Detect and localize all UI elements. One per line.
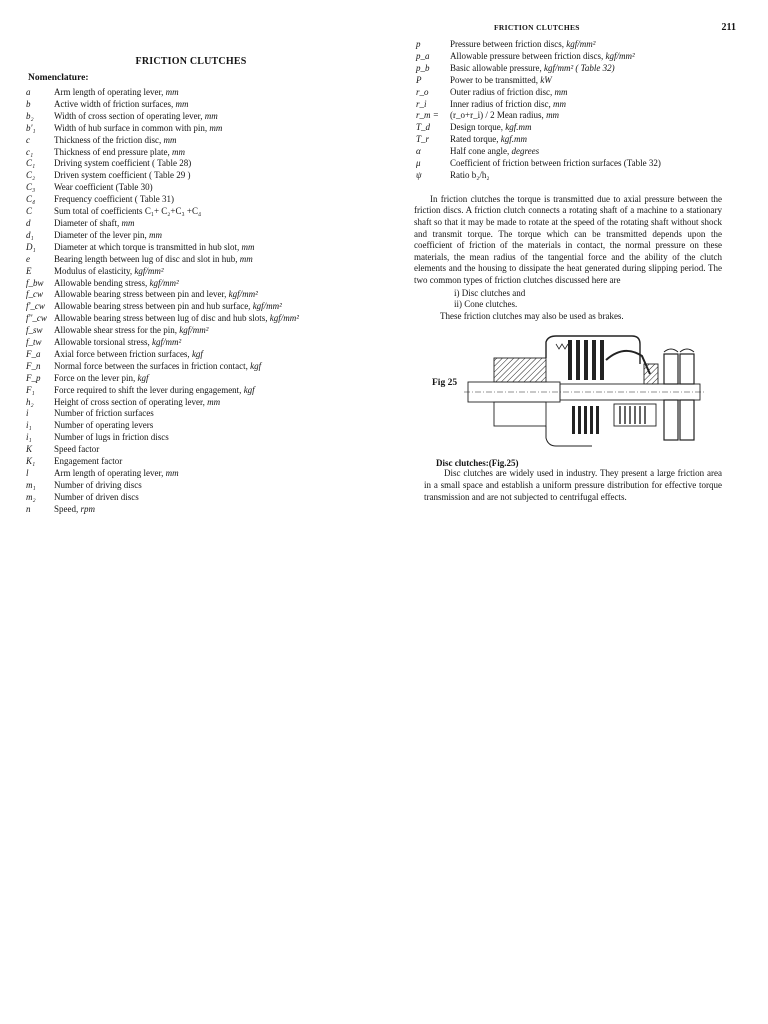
nomenclature-row (22, 147, 340, 159)
friction-disc (572, 406, 575, 434)
nomenclature-symbol: C₄ (26, 194, 36, 205)
nomenclature-row (22, 123, 340, 135)
nomenclature-unit: mm (165, 87, 179, 97)
nomenclature-symbol: p_b (416, 62, 430, 73)
sliding-sleeve (644, 364, 658, 384)
nomenclature-description (450, 99, 722, 111)
nomenclature-symbol: C₃ (26, 182, 36, 193)
nomenclature-row (22, 206, 340, 218)
nomenclature-symbol: d (26, 217, 31, 228)
nomenclature-unit: kgf/mm² (134, 265, 164, 276)
friction-disc (596, 406, 599, 434)
nomenclature-description (54, 492, 340, 504)
nomenclature-row (22, 444, 340, 456)
nomenclature-description (54, 218, 340, 230)
nomenclature-symbol: T_r (416, 134, 430, 145)
nomenclature-description (54, 325, 340, 337)
nomenclature-text: Basic allowable pressure, (450, 62, 542, 73)
disc-clutches-paragraph: Disc clutches are widely used in industry. They present a large friction area in a small space and establish a uniform pressure distribution for effective torque transmission and are not subjected to centrifugal effects. (424, 468, 722, 502)
running-head (494, 22, 736, 33)
nomenclature-row (22, 456, 340, 468)
nomenclature-text: Driven system coefficient ( Table 29 ) (54, 170, 191, 181)
friction-disc (578, 406, 581, 434)
nomenclature-unit: kgf (137, 372, 149, 383)
nomenclature-description (54, 194, 340, 206)
nomenclature-text: Axial force between friction surfaces, (54, 348, 190, 359)
nomenclature-unit: kgf (250, 360, 262, 371)
nomenclature-symbol: f''_cw (26, 313, 47, 324)
nomenclature-symbol: F₁ (26, 384, 35, 395)
nomenclature-text: Number of driving discs (54, 479, 142, 490)
nomenclature-unit: mm (552, 98, 566, 109)
nomenclature-description (54, 254, 340, 266)
nomenclature-row (22, 361, 340, 373)
nomenclature-description (54, 301, 340, 313)
nomenclature-symbol: P (416, 74, 422, 85)
nomenclature-unit: kgf (191, 348, 203, 359)
left-hub-upper (494, 358, 546, 382)
nomenclature-text: Number of driven discs (54, 491, 139, 502)
nomenclature-text: Outer radius of friction disc, (450, 86, 553, 97)
nomenclature-unit: kgf/mm² (179, 325, 209, 336)
friction-disc (576, 340, 580, 380)
nomenclature-text: Sum total of coefficients C₁+ C₂+C₃ +C₄ (54, 206, 202, 217)
nomenclature-row (22, 373, 340, 385)
nomenclature-unit: mm (239, 253, 253, 264)
nomenclature-description (450, 158, 722, 170)
nomenclature-row (22, 170, 340, 182)
brakes-note: These friction clutches may also be used as brakes. (440, 310, 624, 321)
nomenclature-unit: kgf/mm² (152, 337, 182, 348)
nomenclature-unit: mm (148, 229, 162, 240)
nomenclature-unit: kgf.mm (505, 122, 532, 133)
nomenclature-text: Force required to shift the lever during engagement, (54, 384, 242, 395)
nomenclature-symbol: f_sw (26, 325, 43, 336)
nomenclature-text: Arm length of operating lever, (54, 87, 164, 97)
nomenclature-symbol: F_a (26, 348, 41, 359)
nomenclature-heading: Nomenclature: (28, 73, 89, 83)
pressure-spring (556, 344, 568, 349)
nomenclature-description (54, 337, 340, 349)
nomenclature-description (54, 147, 340, 159)
nomenclature-text: Diameter at which torque is transmitted in hub slot, (54, 241, 240, 252)
nomenclature-symbol: c₁ (26, 146, 34, 157)
nomenclature-symbol: p (416, 39, 421, 49)
nomenclature-row (22, 111, 340, 123)
nomenclature-unit: kgf/mm² (228, 289, 258, 300)
nomenclature-row (22, 218, 340, 230)
nomenclature-row (410, 39, 722, 51)
nomenclature-symbol: h₂ (26, 396, 34, 407)
nomenclature-symbol: n (26, 503, 31, 514)
nomenclature-symbol: ψ (416, 169, 422, 180)
clutch-type-item: i) Disc clutches and (454, 287, 526, 298)
nomenclature-description (450, 39, 722, 51)
nomenclature-description (54, 230, 340, 242)
nomenclature-text: Half cone angle, (450, 146, 510, 157)
nomenclature-unit: kgf/mm² ( Table 32) (543, 62, 615, 73)
nomenclature-text: Allowable bearing stress between lug of disc and hub slots, (54, 313, 268, 324)
nomenclature-row (22, 349, 340, 361)
nomenclature-description (54, 242, 340, 254)
nomenclature-description (54, 420, 340, 432)
nomenclature-description (54, 480, 340, 492)
nomenclature-text: Allowable bearing stress between pin and hub surface, (54, 301, 251, 312)
nomenclature-unit: rpm (80, 503, 96, 514)
friction-disc (600, 340, 604, 380)
nomenclature-unit: mm (546, 110, 560, 121)
nomenclature-row (22, 254, 340, 266)
nomenclature-text: Thickness of end pressure plate, (54, 146, 170, 157)
nomenclature-text: Modulus of elasticity, (54, 265, 133, 276)
nomenclature-row (22, 432, 340, 444)
nomenclature-symbol: m₂ (26, 491, 36, 502)
nomenclature-row (410, 110, 722, 122)
nomenclature-symbol: i (26, 408, 29, 419)
nomenclature-unit: mm (175, 98, 189, 109)
nomenclature-row (22, 468, 340, 480)
nomenclature-row (22, 504, 340, 516)
nomenclature-text: Normal force between the surfaces in friction contact, (54, 360, 248, 371)
figure-label: Fig 25 (432, 378, 458, 389)
nomenclature-description (450, 134, 722, 146)
nomenclature-description (54, 373, 340, 385)
nomenclature-symbol: i₁ (26, 432, 32, 443)
nomenclature-symbol: D₁ (26, 241, 36, 252)
nomenclature-description (54, 289, 340, 301)
nomenclature-row (410, 87, 722, 99)
nomenclature-unit: kgf/mm² (605, 50, 635, 61)
nomenclature-description (54, 408, 340, 420)
friction-disc (568, 340, 572, 380)
nomenclature-symbol: a (26, 87, 31, 97)
nomenclature-description (450, 75, 722, 87)
friction-disc (590, 406, 593, 434)
nomenclature-row (410, 122, 722, 134)
nomenclature-text: Ratio b₂/h₂ (450, 169, 490, 180)
nomenclature-symbol: f_tw (26, 337, 42, 348)
nomenclature-row (410, 146, 722, 158)
nomenclature-symbol: b'₁ (26, 122, 36, 133)
nomenclature-text: Design torque, (450, 122, 503, 133)
nomenclature-unit: mm (204, 110, 218, 121)
nomenclature-text: Diameter of shaft, (54, 217, 120, 228)
nomenclature-text: Active width of friction surfaces, (54, 98, 174, 109)
nomenclature-text: Number of friction surfaces (54, 408, 154, 419)
nomenclature-description (54, 111, 340, 123)
nomenclature-unit: mm (121, 217, 135, 228)
nomenclature-description (54, 278, 340, 290)
nomenclature-symbol: C₂ (26, 170, 36, 181)
nomenclature-unit: kgf.mm (500, 134, 527, 145)
nomenclature-text: Coefficient of friction between friction surfaces (Table 32) (450, 158, 661, 169)
right-column (410, 22, 736, 503)
disc-clutch-drawing (464, 334, 704, 450)
nomenclature-text: Speed factor (54, 444, 100, 455)
nomenclature-description (54, 349, 340, 361)
nomenclature-text: Speed, (54, 503, 79, 514)
nomenclature-list (22, 87, 340, 516)
nomenclature-text: Number of lugs in friction discs (54, 432, 169, 443)
nomenclature-unit: mm (171, 146, 185, 157)
nomenclature-unit: mm (163, 134, 177, 145)
nomenclature-unit: mm (165, 468, 179, 478)
nomenclature-description (450, 110, 722, 122)
nomenclature-text: (r_o+r_i) / 2 Mean radius, (450, 110, 544, 121)
nomenclature-text: Wear coefficient (Table 30) (54, 182, 153, 193)
nomenclature-text: Arm length of operating lever, (54, 468, 164, 478)
nomenclature-symbol: α (416, 146, 421, 157)
nomenclature-description (54, 158, 340, 170)
nomenclature-text: Allowable pressure between friction discs, (450, 50, 604, 61)
nomenclature-symbol: l (26, 468, 29, 478)
nomenclature-row (410, 51, 722, 63)
nomenclature-description (54, 397, 340, 409)
nomenclature-description (54, 456, 340, 468)
nomenclature-text: Number of operating levers (54, 420, 154, 431)
nomenclature-text: Frequency coefficient ( Table 31) (54, 194, 174, 205)
nomenclature-unit: kgf/mm² (269, 313, 299, 324)
nomenclature-symbol: r_o (416, 86, 429, 97)
nomenclature-text: Engagement factor (54, 456, 123, 467)
nomenclature-row (410, 75, 722, 87)
nomenclature-description (54, 266, 340, 278)
nomenclature-unit: mm (209, 122, 223, 133)
nomenclature-description (450, 146, 722, 158)
nomenclature-row (22, 135, 340, 147)
nomenclature-text: Width of hub surface in common with pin, (54, 122, 208, 133)
nomenclature-description (54, 432, 340, 444)
nomenclature-row (22, 408, 340, 420)
nomenclature-list-continued (410, 39, 722, 182)
spline-teeth (620, 406, 645, 424)
section-title: FRICTION CLUTCHES (135, 56, 247, 67)
nomenclature-symbol: r_m = (416, 110, 439, 121)
nomenclature-symbol: f_bw (26, 277, 44, 288)
nomenclature-description (450, 87, 722, 99)
nomenclature-description (54, 182, 340, 194)
nomenclature-symbol: E (26, 265, 32, 276)
nomenclature-row (22, 313, 340, 325)
nomenclature-symbol: F_n (26, 360, 41, 371)
nomenclature-row (410, 63, 722, 75)
nomenclature-description (54, 87, 340, 99)
nomenclature-row (22, 158, 340, 170)
nomenclature-symbol: c (26, 134, 30, 145)
intro-paragraph: In friction clutches the torque is transmitted due to axial pressure between the friction discs. A friction clutch connects a rotating shaft of a machine to a stationary shaft so that it may be made to rotate at the speed of the rotating shaft without shock and transmit torque. The torque which can be transmitted depends upon the coefficient of friction of the materials in contact, the normal pressure on these materials, the mean radius of the tangential force and the ability of the clutch elements and the housing to dissipate the heat generated during slipping period. The two common types of friction clutches discussed here are (414, 193, 722, 286)
nomenclature-row (22, 492, 340, 504)
nomenclature-text: Allowable shear stress for the pin, (54, 325, 177, 336)
nomenclature-row (22, 397, 340, 409)
nomenclature-description (54, 468, 340, 480)
nomenclature-text: Width of cross section of operating lever, (54, 110, 203, 121)
shift-collar (680, 354, 694, 384)
nomenclature-row (22, 301, 340, 313)
nomenclature-text: Driving system coefficient ( Table 28) (54, 158, 192, 169)
nomenclature-unit: kgf/mm² (252, 301, 282, 312)
clutch-type-item: ii) Cone clutches. (454, 299, 518, 310)
running-head-title: FRICTION CLUTCHES (494, 23, 580, 32)
nomenclature-description (54, 444, 340, 456)
nomenclature-unit: mm (554, 86, 568, 97)
nomenclature-description (450, 170, 722, 182)
nomenclature-row (22, 289, 340, 301)
nomenclature-symbol: C (26, 206, 33, 217)
shift-collar-lower (664, 400, 678, 440)
nomenclature-symbol: d₁ (26, 229, 34, 240)
nomenclature-symbol: e (26, 253, 30, 264)
nomenclature-symbol: i₁ (26, 420, 32, 431)
nomenclature-symbol: C₁ (26, 158, 36, 169)
nomenclature-row (22, 99, 340, 111)
friction-disc (592, 340, 596, 380)
nomenclature-symbol: b (26, 98, 31, 109)
page-number: 211 (721, 22, 736, 33)
nomenclature-unit: kgf/mm² (149, 277, 179, 288)
nomenclature-description (54, 504, 340, 516)
shift-collar (664, 354, 678, 384)
nomenclature-text: Allowable torsional stress, (54, 337, 150, 348)
nomenclature-unit: mm (207, 396, 221, 407)
nomenclature-symbol: r_i (416, 98, 427, 109)
nomenclature-symbol: m₁ (26, 479, 36, 490)
nomenclature-description (54, 170, 340, 182)
nomenclature-row (22, 278, 340, 290)
nomenclature-symbol: b₂ (26, 110, 34, 121)
nomenclature-row (22, 325, 340, 337)
nomenclature-row (410, 99, 722, 111)
figure-25 (410, 334, 722, 452)
nomenclature-description (54, 123, 340, 135)
collar-top (664, 349, 694, 352)
nomenclature-description (54, 361, 340, 373)
nomenclature-text: Force on the lever pin, (54, 372, 136, 383)
nomenclature-text: Allowable bending stress, (54, 277, 148, 288)
nomenclature-text: Allowable bearing stress between pin and lever, (54, 289, 227, 300)
nomenclature-row (410, 134, 722, 146)
nomenclature-description (54, 385, 340, 397)
nomenclature-row (22, 182, 340, 194)
nomenclature-row (22, 194, 340, 206)
nomenclature-row (22, 420, 340, 432)
clutch-types-list (454, 288, 722, 311)
nomenclature-description (450, 63, 722, 75)
left-hub-lower (494, 402, 546, 426)
nomenclature-unit: kgf (243, 384, 255, 395)
nomenclature-description (54, 206, 340, 218)
nomenclature-symbol: T_d (416, 122, 431, 133)
nomenclature-symbol: F_p (26, 372, 41, 383)
nomenclature-description (450, 122, 722, 134)
nomenclature-row (22, 337, 340, 349)
nomenclature-unit: degrees (511, 146, 540, 157)
nomenclature-unit: kW (540, 74, 552, 85)
nomenclature-symbol: K₁ (26, 456, 36, 467)
nomenclature-row (22, 230, 340, 242)
nomenclature-symbol: K (26, 444, 33, 455)
nomenclature-description (54, 99, 340, 111)
nomenclature-description (54, 135, 340, 147)
nomenclature-symbol: f_cw (26, 289, 43, 300)
nomenclature-description (54, 313, 340, 325)
nomenclature-text: Diameter of the lever pin, (54, 229, 147, 240)
nomenclature-row (410, 170, 722, 182)
left-column (22, 56, 340, 516)
nomenclature-text: Rated torque, (450, 134, 499, 145)
nomenclature-text: Height of cross section of operating lever, (54, 396, 205, 407)
friction-disc (584, 406, 587, 434)
disc-clutches-heading: Disc clutches:(Fig.25) (436, 458, 519, 469)
nomenclature-symbol: f'_cw (26, 301, 45, 312)
nomenclature-description (450, 51, 722, 63)
nomenclature-text: Power to be transmitted, (450, 74, 538, 85)
shift-collar-lower (680, 400, 694, 440)
nomenclature-text: Thickness of the friction disc, (54, 134, 162, 145)
nomenclature-row (22, 87, 340, 99)
nomenclature-unit: kgf/mm² (566, 39, 596, 49)
nomenclature-row (22, 242, 340, 254)
operating-lever (606, 351, 650, 374)
nomenclature-row (410, 158, 722, 170)
nomenclature-row (22, 480, 340, 492)
nomenclature-symbol: p_a (416, 50, 430, 61)
nomenclature-text: Pressure between friction discs, (450, 39, 564, 49)
friction-disc (584, 340, 588, 380)
nomenclature-text: Inner radius of friction disc, (450, 98, 551, 109)
nomenclature-text: Bearing length between lug of disc and slot in hub, (54, 253, 238, 264)
nomenclature-row (22, 385, 340, 397)
nomenclature-unit: mm (241, 241, 255, 252)
nomenclature-row (22, 266, 340, 278)
nomenclature-symbol: μ (416, 158, 421, 169)
